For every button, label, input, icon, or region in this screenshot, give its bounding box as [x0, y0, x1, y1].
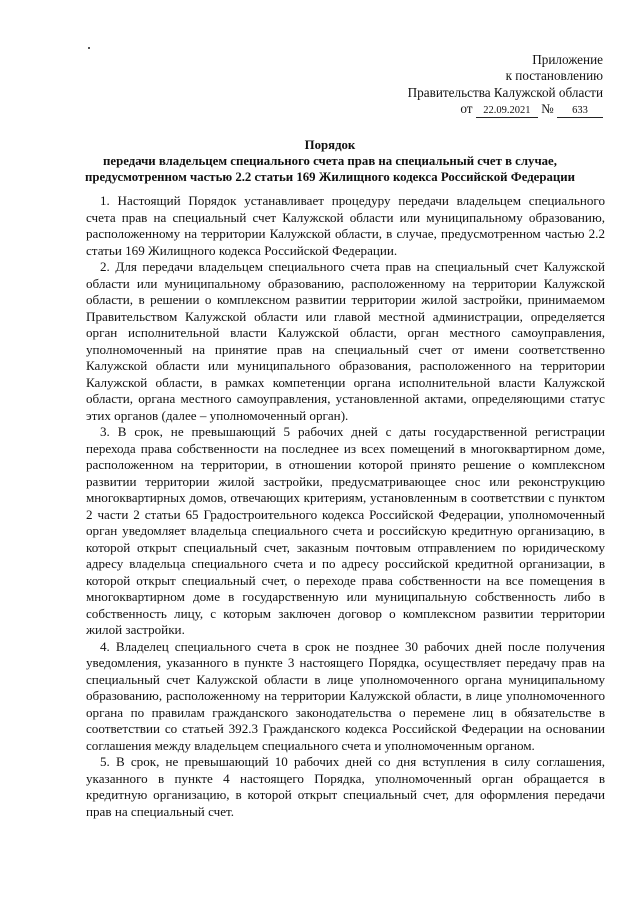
header-line-resolution: к постановлению — [505, 68, 603, 84]
document-number: 633 — [557, 105, 603, 118]
document-title: Порядок — [304, 138, 356, 152]
paragraph-5: 5. В срок, не превышающий 10 рабочих дней со дня вступления в силу соглашения, указанного в пункте 4 настоящего Порядка, уполномоченный орган обращается в кредитную организацию, в которой открыт специальный счет, для оформления передачи прав на специальный счет. — [86, 754, 605, 819]
paragraph-2: 2. Для передачи владельцем специального счета прав на специальный счет Калужской области или муниципальному образованию, расположенному на территории Калужской области, в решении о комплексном развитии территории жилой застройки, принимаемом Правительством Калужской области или главой местной администрации, определяется орган исполнительной власти Калужской области, орган местного самоуправления, уполномоченный на принятие прав на специальный счет от имени соответственно Калужской области или муниципального образования, расположенного на территории Калужской области, в рамках компетенции органа исполнительной власти Калужской области, органа местного самоуправления, установленной актами, определяющими статус этих органов (далее – уполномоченный орган). — [86, 259, 605, 423]
document-header — [408, 52, 603, 118]
paragraph-1: 1. Настоящий Порядок устанавливает процедуру передачи владельцем специального счета прав на специальный счет Калужской области или муниципальному образованию, расположенному на территории Калужской области, в случае, предусмотренном частью 2.2 статьи 169 Жилищного кодекса Российской Федерации. — [86, 193, 605, 258]
header-date-number-line — [408, 101, 603, 118]
header-line-appendix: Приложение — [532, 52, 603, 67]
number-sign: № — [541, 101, 554, 117]
document-body — [86, 193, 605, 820]
header-line-government: Правительства Калужской области — [407, 84, 603, 100]
document-date: 22.09.2021 — [476, 105, 538, 118]
document-subtitle: передачи владельцем специального счета прав на специальный счет в случае, предусмотренном частью 2.2 статьи 169 Жилищного кодекса Российской Федерации — [85, 154, 575, 184]
paragraph-4: 4. Владелец специального счета в срок не позднее 30 рабочих дней после получения уведомления, указанного в пункте 3 настоящего Порядка, осуществляет передачу прав на специальный счет Калужской области в лице уполномоченного органа муниципальному образованию, расположенному на территории Калужской области, в лице уполномоченного органа по правилам гражданского законодательства о перемене лиц в обязательстве в соответствии со статьей 392.3 Гражданского кодекса Российской Федерации на основании соглашения между владельцем специального счета и уполномоченным органом. — [86, 638, 605, 753]
date-prefix: от — [460, 101, 473, 117]
scan-speck — [88, 47, 90, 49]
paragraph-3: 3. В срок, не превышающий 5 рабочих дней с даты государственной регистрации перехода права собственности на последнее из всех помещений в многоквартирном доме, расположенном на территории, в отношении которой принято решение о комплексном развитии территории жилой застройки, предусматривающее снос или реконструкцию многоквартирных домов, отвечающих критериям, установленным в соответствии с пунктом 2 части 2 статьи 65 Градостроительного кодекса Российской Федерации, уполномоченный орган уведомляет владельца специального счета и российскую кредитную организацию, в которой открыт специальный счет, заказным почтовым отправлением по юридическому адресу владельца специального счета и по адресу российской кредитной организации, в которой открыт специальный счет, о переходе права собственности на все помещения в многоквартирном доме в государственную или муниципальную собственность либо в собственность лицу, с которым заключен договор о комплексном развитии территории жилой застройки. — [86, 424, 605, 637]
